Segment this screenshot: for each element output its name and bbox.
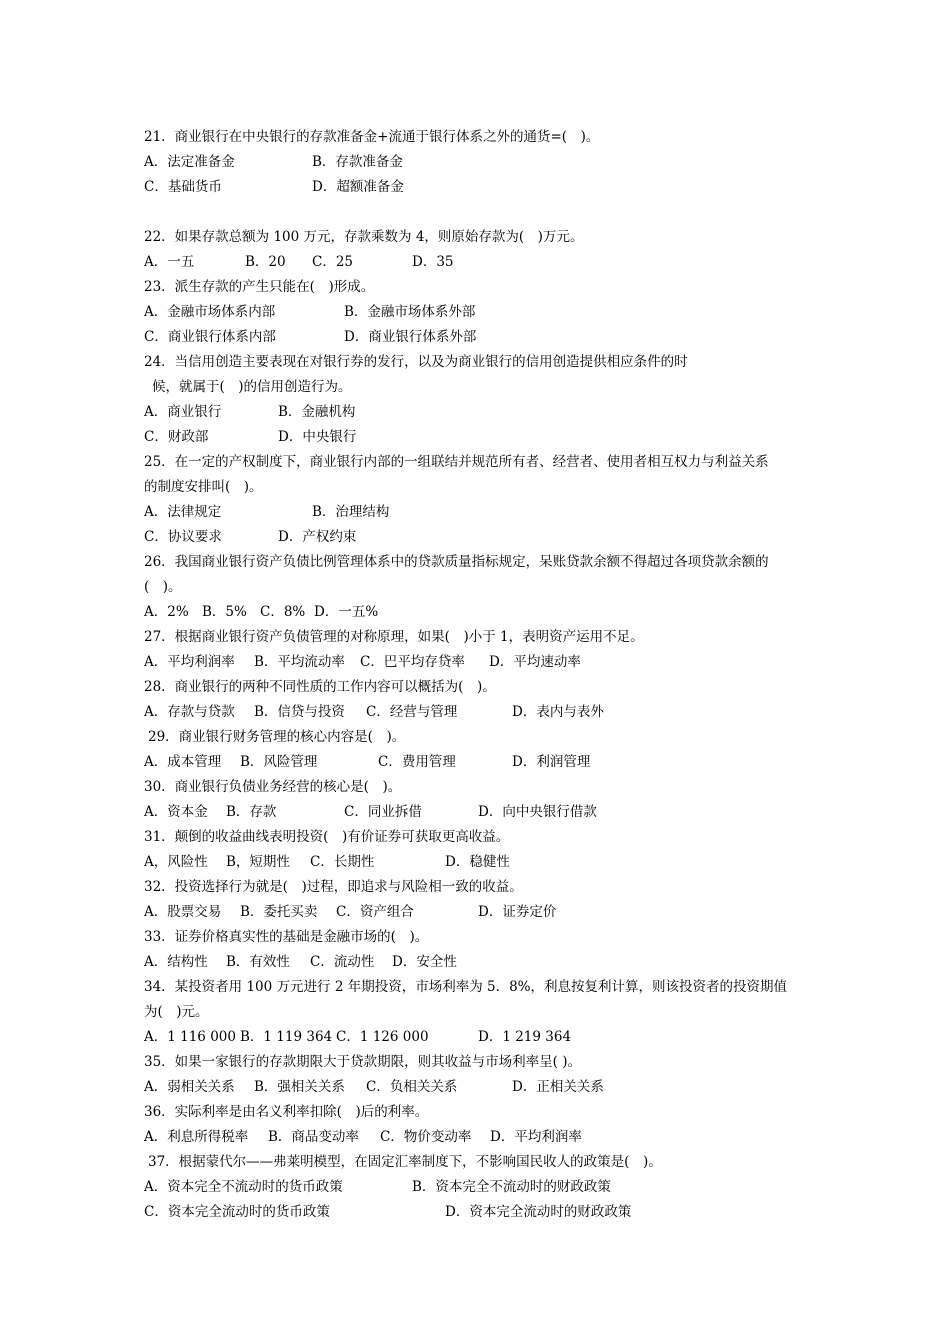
option-row bbox=[144, 950, 814, 975]
option-a: A．资本金 bbox=[144, 804, 208, 820]
option-a: A．股票交易 bbox=[144, 904, 222, 920]
question-stem: 30．商业银行负债业务经营的核心是( )。 bbox=[144, 779, 402, 795]
question-stem: 25．在一定的产权制度下，商业银行内部的一组联结并规范所有者、经营者、使用者相互权力与利益关系 bbox=[144, 454, 769, 470]
option-b: B，短期性 bbox=[226, 854, 290, 870]
option-row bbox=[144, 250, 814, 275]
option-c: C．财政部 bbox=[144, 429, 209, 445]
option-row bbox=[144, 1175, 814, 1200]
option-b: B．信贷与投资 bbox=[254, 704, 345, 720]
option-d: D．资本完全流动时的财政政策 bbox=[445, 1204, 632, 1220]
option-a: A．金融市场体系内部 bbox=[144, 304, 276, 320]
option-row bbox=[144, 400, 814, 425]
option-a: A．平均利润率 bbox=[144, 654, 235, 670]
option-c: C．资产组合 bbox=[336, 904, 414, 920]
question-stem-continued: ( )。 bbox=[144, 579, 182, 595]
question-stem: 33．证券价格真实性的基础是金融市场的( )。 bbox=[144, 929, 429, 945]
question-stem-continued: 候，就属于( )的信用创造行为。 bbox=[152, 379, 352, 395]
option-d: D．中央银行 bbox=[278, 429, 357, 445]
option-b: B．治理结构 bbox=[312, 504, 390, 520]
option-b: B．强相关关系 bbox=[254, 1079, 345, 1095]
option-d: D．一五% bbox=[314, 604, 379, 620]
option-d: D．35 bbox=[412, 254, 454, 270]
question-stem: 23．派生存款的产生只能在( )形成。 bbox=[144, 279, 375, 295]
option-row bbox=[144, 600, 814, 625]
question-stem-continued: 的制度安排叫( )。 bbox=[144, 479, 263, 495]
option-d: D．1 219 364 bbox=[478, 1029, 572, 1045]
option-row bbox=[144, 900, 814, 925]
option-b: B．有效性 bbox=[226, 954, 290, 970]
spacer bbox=[144, 200, 814, 225]
option-b: B．存款准备金 bbox=[312, 154, 403, 170]
option-row bbox=[144, 325, 814, 350]
option-row bbox=[144, 425, 814, 450]
option-c: C．巴平均存贷率 bbox=[360, 654, 465, 670]
option-row bbox=[144, 800, 814, 825]
option-b: B．金融市场体系外部 bbox=[344, 304, 476, 320]
question-stem: 29．商业银行财务管理的核心内容是( )。 bbox=[148, 729, 406, 745]
option-row bbox=[144, 1075, 814, 1100]
question-stem: 31．颠倒的收益曲线表明投资( )有价证券可获取更高收益。 bbox=[144, 829, 510, 845]
option-row bbox=[144, 750, 814, 775]
option-d: D．商业银行体系外部 bbox=[344, 329, 477, 345]
question-stem: 27．根据商业银行资产负债管理的对称原理，如果( )小于 1，表明资产运用不足。 bbox=[144, 629, 644, 645]
option-row bbox=[144, 1125, 814, 1150]
question-stem: 36．实际利率是由名义利率扣除( )后的利率。 bbox=[144, 1104, 429, 1120]
option-d: D．超额准备金 bbox=[312, 179, 404, 195]
option-b: B．风险管理 bbox=[240, 754, 318, 770]
option-a: A，风险性 bbox=[144, 854, 208, 870]
option-a: A．法定准备金 bbox=[144, 154, 235, 170]
option-row bbox=[144, 1025, 814, 1050]
option-c: C．长期性 bbox=[310, 854, 375, 870]
option-c: C．25 bbox=[312, 254, 354, 270]
option-a: A．商业银行 bbox=[144, 404, 222, 420]
option-d: D．证券定价 bbox=[478, 904, 557, 920]
option-a: A．弱相关关系 bbox=[144, 1079, 235, 1095]
question-stem: 26．我国商业银行资产负债比例管理体系中的贷款质量指标规定，呆账贷款余额不得超过各项贷款余额的 bbox=[144, 554, 769, 570]
option-b: B．1 119 364 bbox=[240, 1029, 333, 1045]
option-row bbox=[144, 150, 814, 175]
option-a: A．结构性 bbox=[144, 954, 208, 970]
option-a: A．法律规定 bbox=[144, 504, 222, 520]
question-stem: 34．某投资者用 100 万元进行 2 年期投资，市场利率为 5．8%，利息按复利计算，则该投资者的投资期值 bbox=[144, 979, 787, 995]
option-b: B．平均流动率 bbox=[254, 654, 345, 670]
option-b: B．20 bbox=[245, 254, 286, 270]
option-row bbox=[144, 850, 814, 875]
option-d: D．产权约束 bbox=[278, 529, 357, 545]
question-stem: 22．如果存款总额为 100 万元，存款乘数为 4，则原始存款为( )万元。 bbox=[144, 229, 584, 245]
question-stem: 21．商业银行在中央银行的存款准备金+流通于银行体系之外的通货=( )。 bbox=[144, 129, 600, 145]
option-row bbox=[144, 500, 814, 525]
option-b: B．资本完全不流动时的财政政策 bbox=[412, 1179, 611, 1195]
option-a: A．利息所得税率 bbox=[144, 1129, 249, 1145]
option-row bbox=[144, 650, 814, 675]
option-row bbox=[144, 700, 814, 725]
option-b: B．金融机构 bbox=[278, 404, 356, 420]
option-d: D．稳健性 bbox=[445, 854, 510, 870]
option-c: C．经营与管理 bbox=[366, 704, 458, 720]
option-d: D．平均速动率 bbox=[489, 654, 581, 670]
option-c: C．基础货币 bbox=[144, 179, 222, 195]
option-d: D．平均利润率 bbox=[490, 1129, 582, 1145]
option-row bbox=[144, 525, 814, 550]
question-stem: 24．当信用创造主要表现在对银行券的发行，以及为商业银行的信用创造提供相应条件的时 bbox=[144, 354, 688, 370]
option-b: B．5% bbox=[202, 604, 247, 620]
question-stem: 35．如果一家银行的存款期限大于贷款期限，则其收益与市场利率呈( )。 bbox=[144, 1054, 582, 1070]
option-c: C．8% bbox=[260, 604, 306, 620]
option-c: C．资本完全流动时的货币政策 bbox=[144, 1204, 330, 1220]
option-a: A．成本管理 bbox=[144, 754, 222, 770]
question-stem-continued: 为( )元。 bbox=[144, 1004, 209, 1020]
option-c: C．协议要求 bbox=[144, 529, 222, 545]
option-d: D．安全性 bbox=[392, 954, 457, 970]
option-c: C．同业拆借 bbox=[344, 804, 422, 820]
option-d: D．正相关关系 bbox=[512, 1079, 604, 1095]
option-c: C．商业银行体系内部 bbox=[144, 329, 276, 345]
option-c: C．1 126 000 bbox=[336, 1029, 429, 1045]
option-b: B．商品变动率 bbox=[268, 1129, 359, 1145]
option-c: C．费用管理 bbox=[378, 754, 456, 770]
option-b: B．存款 bbox=[226, 804, 277, 820]
question-stem: 32．投资选择行为就是( )过程，即追求与风险相一致的收益。 bbox=[144, 879, 523, 895]
option-a: A．存款与贷款 bbox=[144, 704, 235, 720]
option-a: A．2% bbox=[144, 604, 189, 620]
option-c: C．流动性 bbox=[310, 954, 375, 970]
option-c: C．物价变动率 bbox=[380, 1129, 472, 1145]
option-d: D．利润管理 bbox=[512, 754, 591, 770]
option-row bbox=[144, 1200, 814, 1225]
option-row bbox=[144, 175, 814, 200]
question-stem: 28．商业银行的两种不同性质的工作内容可以概括为( )。 bbox=[144, 679, 496, 695]
option-row bbox=[144, 300, 814, 325]
option-a: A．资本完全不流动时的货币政策 bbox=[144, 1179, 343, 1195]
option-b: B．委托买卖 bbox=[240, 904, 318, 920]
question-list bbox=[144, 125, 814, 1225]
option-d: D．向中央银行借款 bbox=[478, 804, 597, 820]
option-a: A．1 116 000 bbox=[144, 1029, 236, 1045]
question-stem: 37．根据蒙代尔——弗莱明模型，在固定汇率制度下，不影响国民收人的政策是( )。 bbox=[148, 1154, 662, 1170]
option-c: C．负相关关系 bbox=[366, 1079, 458, 1095]
option-a: A．一五 bbox=[144, 254, 195, 270]
option-d: D．表内与表外 bbox=[512, 704, 604, 720]
